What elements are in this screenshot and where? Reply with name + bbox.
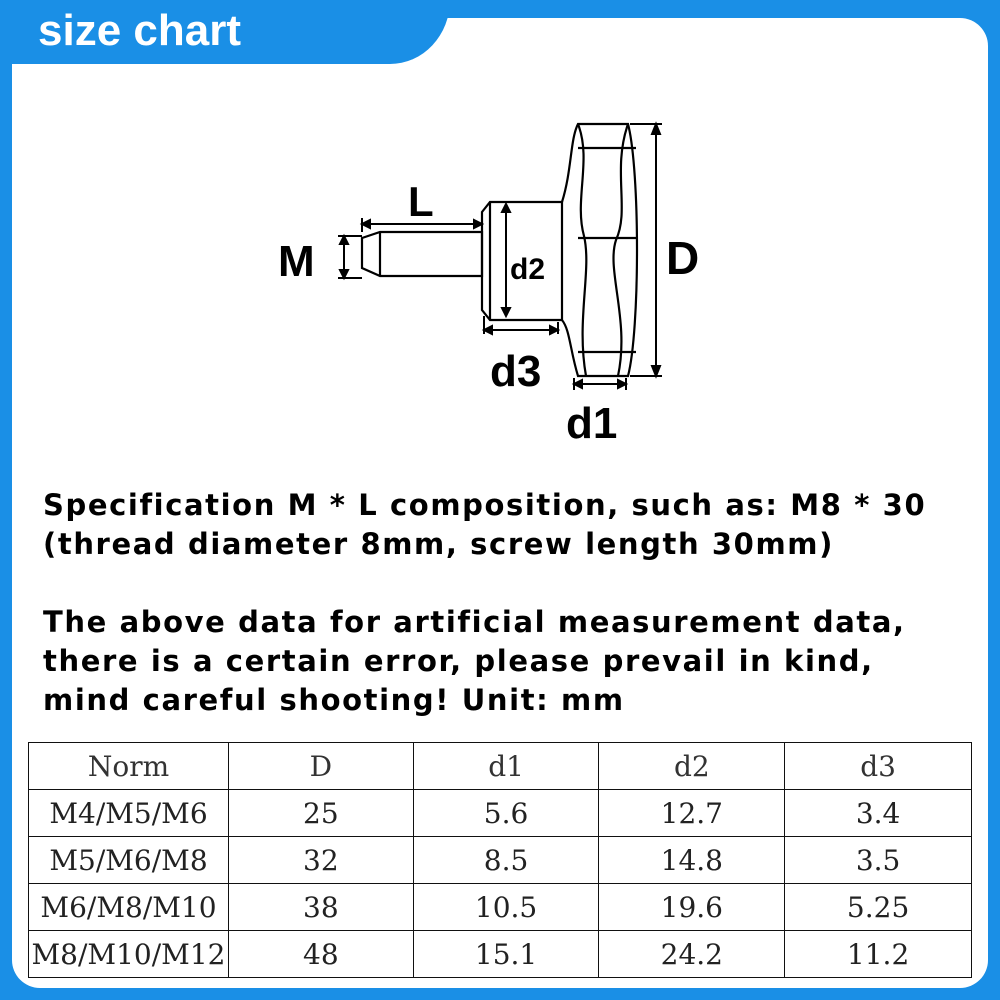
cell-d2: 24.2 xyxy=(599,931,785,978)
specification-notes xyxy=(43,486,983,720)
cell-d2: 12.7 xyxy=(599,790,785,837)
label-d2: d2 xyxy=(510,253,546,286)
note-line-2: (thread diameter 8mm, screw length 30mm) xyxy=(43,527,834,561)
page-title: size chart xyxy=(38,6,241,55)
cell-norm: M8/M10/M12 xyxy=(29,931,229,978)
note-line-4: there is a certain error, please prevail in kind, xyxy=(43,644,874,678)
cell-D: 48 xyxy=(228,931,413,978)
cell-D: 32 xyxy=(228,837,413,884)
note-line-5: mind careful shooting! Unit: mm xyxy=(43,683,625,717)
header-d2: d2 xyxy=(599,743,785,790)
cell-D: 38 xyxy=(228,884,413,931)
table-row xyxy=(29,790,972,837)
cell-d1: 10.5 xyxy=(413,884,599,931)
table-header-row xyxy=(29,743,972,790)
header-d3: d3 xyxy=(785,743,972,790)
cell-d1: 15.1 xyxy=(413,931,599,978)
knob-body xyxy=(562,124,637,376)
cell-d2: 19.6 xyxy=(599,884,785,931)
cell-D: 25 xyxy=(228,790,413,837)
label-M: M xyxy=(278,237,315,286)
cell-d3: 3.4 xyxy=(785,790,972,837)
label-L: L xyxy=(408,178,434,225)
size-table xyxy=(28,742,972,978)
header-norm: Norm xyxy=(29,743,229,790)
cell-d1: 5.6 xyxy=(413,790,599,837)
cell-d3: 11.2 xyxy=(785,931,972,978)
header-d1: d1 xyxy=(413,743,599,790)
cell-d3: 5.25 xyxy=(785,884,972,931)
label-d3: d3 xyxy=(490,347,542,396)
note-line-1: Specification M * L composition, such as: M8 * 30 xyxy=(43,488,927,522)
label-D: D xyxy=(666,232,700,284)
label-d1: d1 xyxy=(566,399,618,448)
table-row xyxy=(29,931,972,978)
cell-norm: M6/M8/M10 xyxy=(29,884,229,931)
table-row xyxy=(29,837,972,884)
note-line-3: The above data for artificial measurement data, xyxy=(43,605,906,639)
cell-norm: M4/M5/M6 xyxy=(29,790,229,837)
knob-screw-diagram xyxy=(0,0,1000,470)
cell-norm: M5/M6/M8 xyxy=(29,837,229,884)
header-D: D xyxy=(228,743,413,790)
cell-d2: 14.8 xyxy=(599,837,785,884)
cell-d3: 3.5 xyxy=(785,837,972,884)
cell-d1: 8.5 xyxy=(413,837,599,884)
table-row xyxy=(29,884,972,931)
